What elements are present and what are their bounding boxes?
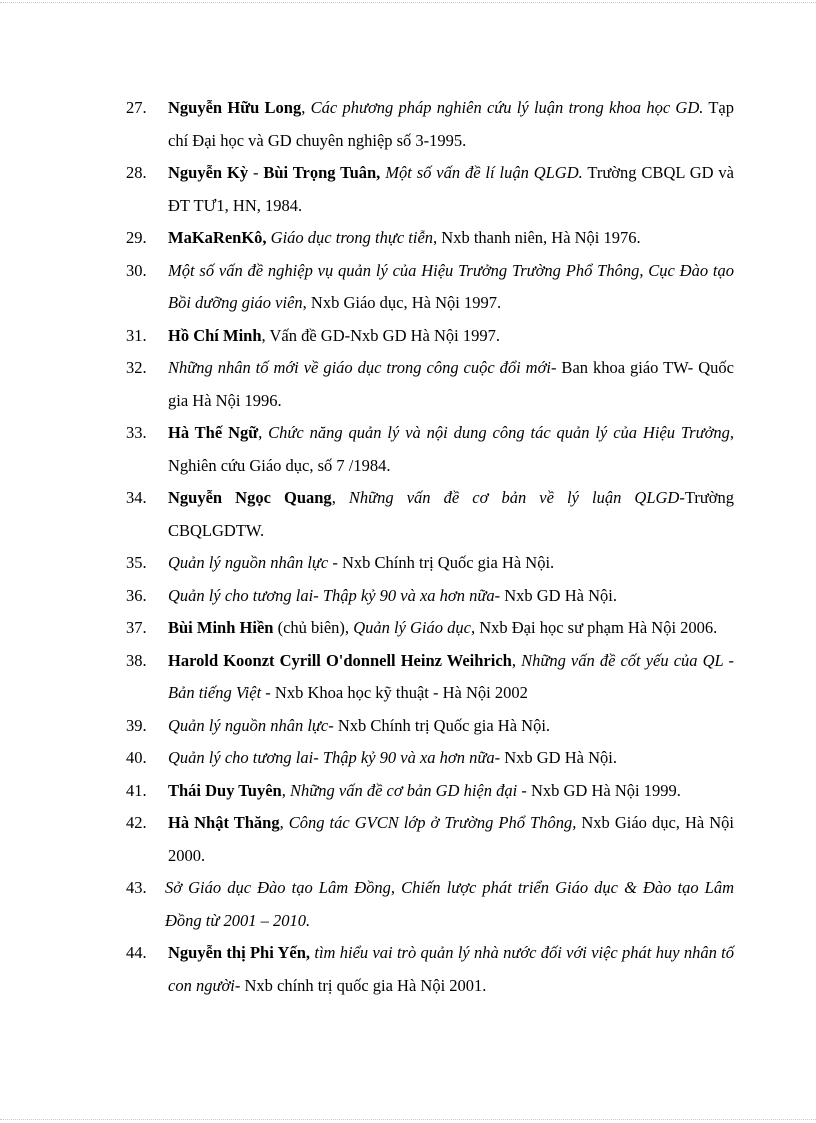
reference-plain-text: , [281,780,290,800]
reference-item [0,482,816,547]
reference-title: Những nhân tố mới về giáo dục trong công cuộc đổi mới [168,358,551,377]
reference-author: Hà Nhật Thăng [168,813,280,832]
reference-title: Sở Giáo dục Đào tạo Lâm Đồng, Chiến lược phát triển Giáo dục & Đào tạo Lâm Đồng từ 2001 – 2010. [165,878,734,930]
reference-number: 36. [126,585,147,605]
reference-number: 28. [126,163,147,182]
reference-text [168,580,734,613]
reference-item [0,645,816,710]
reference-number: 35. [126,553,147,572]
reference-plain-text: , Vấn đề GD-Nxb GD Hà Nội 1997. [261,325,500,345]
reference-title: Quản lý Giáo dục [353,618,471,637]
reference-plain-text: , Nxb Giáo dục, Hà Nội 1997. [302,293,502,312]
reference-author: Bùi Trọng Tuân, [263,163,381,182]
reference-item [0,352,816,417]
reference-title: Quản lý cho tương lai- Thập kỷ 90 và xa hơn nữa [168,585,495,605]
reference-plain-text: Trường CBQL GD và ĐT TƯ1, HN, 1984. [168,163,735,215]
reference-item [0,222,816,255]
reference-item [0,320,816,353]
reference-author: Nguyễn Kỳ [168,163,249,182]
reference-item [0,417,816,482]
reference-title: Quản lý nguồn nhân lực [168,715,329,735]
reference-author: MaKaRenKô, [168,228,267,247]
reference-plain-text: (chủ biên), [273,618,354,637]
reference-plain-text: -Trường CBQLGDTW. [168,488,735,540]
reference-item [0,255,816,320]
reference-plain-text: , [258,423,269,442]
reference-plain-text: , [511,650,522,670]
reference-number: 31. [126,325,147,345]
reference-item [0,157,816,222]
reference-plain-text: - Ban khoa giáo TW- Quốc gia Hà Nội 1996. [168,358,735,410]
reference-title: tìm hiểu vai trò quản lý nhà nước đối với việc phát huy nhân tố con người- [168,943,734,995]
reference-text [168,547,734,580]
reference-title: Một số vấn đề lí luận QLGD. [385,163,583,182]
reference-item [0,612,816,645]
reference-number: 43. [126,878,147,897]
reference-number: 29. [126,228,147,247]
reference-text [168,937,734,1002]
reference-number: 40. [126,748,147,767]
reference-author: Harold Koonzt Cyrill O'donnell Heinz Weihrich [168,650,512,670]
reference-item [0,937,816,1002]
reference-item [0,775,816,808]
reference-plain-text: , Nxb thanh niên, Hà Nội 1976. [433,228,641,247]
reference-author: Thái Duy Tuyên [168,780,282,800]
reference-number: 27. [126,98,147,117]
reference-plain-text: Nxb chính trị quốc gia Hà Nội 2001. [240,975,487,995]
reference-number: 37. [126,618,147,637]
reference-title: Một số vấn đề nghiệp vụ quản lý của Hiệu Trưởng Trường Phổ Thông, Cục Đào tạo Bồi dưỡng giáo viên [168,260,734,312]
reference-item [0,742,816,775]
reference-text [168,417,734,482]
reference-plain-text: - Nxb GD Hà Nội 1999. [517,780,681,800]
reference-title: Những vấn đề cơ bản về lý luận QLGD [348,488,680,507]
reference-text [168,255,734,320]
reference-text [168,157,734,222]
reference-item [0,547,816,580]
reference-plain-text: , Nxb Đại học sư phạm Hà Nội 2006. [470,618,718,637]
reference-number: 34. [126,488,147,507]
reference-number: 32. [126,358,147,377]
page-bottom-border [0,1119,816,1120]
reference-plain-text: - Nxb Chính trị Quốc gia Hà Nội. [328,553,555,572]
reference-author: Nguyễn Ngọc Quang [168,488,332,507]
reference-author: Hồ Chí Minh [168,325,262,345]
reference-plain-text: , Nghiên cứu Giáo dục, số 7 /1984. [168,423,735,475]
reference-title: Quản lý cho tương lai- Thập kỷ 90 và xa hơn nữa [168,748,495,767]
reference-text [168,710,734,743]
reference-plain-text: - Nxb GD Hà Nội. [494,748,617,767]
reference-number: 42. [126,813,147,832]
reference-number: 38. [126,650,147,670]
reference-text [168,645,734,710]
reference-title: Những vấn đề cơ bản GD hiện đại [289,780,518,800]
reference-title: Các phương pháp nghiên cứu lý luận trong khoa học GD. [310,98,704,117]
reference-author: Nguyễn thị Phi Yến, [168,943,311,962]
reference-number: 39. [126,715,147,735]
reference-text [168,807,734,872]
reference-title: Chức năng quản lý và nội dung công tác quản lý của Hiệu Trưởng [268,423,730,442]
reference-text [168,222,734,255]
reference-item [0,807,816,872]
reference-plain-text: , [331,488,349,507]
reference-text [168,92,734,157]
reference-text [168,742,734,775]
page-top-border [0,2,816,3]
reference-author: Hà Thế Ngữ [168,423,259,442]
reference-plain-text: - Nxb GD Hà Nội. [494,585,617,605]
reference-plain-text: - [248,163,264,182]
reference-plain-text: - Nxb Chính trị Quốc gia Hà Nội. [328,715,551,735]
reference-plain-text: , [301,98,311,117]
reference-plain-text: , [279,813,289,832]
reference-title: Giáo dục trong thực tiễn [270,228,434,247]
reference-text [168,320,734,353]
reference-item [0,710,816,743]
reference-plain-text: - Nxb Khoa học kỹ thuật - Hà Nội 2002 [261,683,528,702]
reference-text [168,482,734,547]
reference-list [0,92,816,1002]
reference-item [0,92,816,157]
reference-title: Quản lý nguồn nhân lực [168,553,329,572]
reference-author: Nguyễn Hữu Long [168,98,302,117]
reference-title: Những vấn đề cốt yếu của QL - Bản tiếng Việt [168,650,734,702]
reference-plain-text: Nxb Giáo dục, Hà Nội 2000. [168,813,734,865]
reference-item [0,580,816,613]
reference-number: 33. [126,423,147,442]
reference-plain-text: Tạp chí Đại học và GD chuyên nghiệp số 3-1995. [168,98,734,150]
reference-author: Bùi Minh Hiền [168,618,274,637]
reference-number: 30. [126,260,147,280]
reference-item [0,872,816,937]
reference-text [165,872,734,937]
reference-number: 41. [126,780,147,800]
reference-text [168,352,734,417]
reference-text [168,612,734,645]
reference-number: 44. [126,943,147,962]
reference-text [168,775,734,808]
reference-title: Công tác GVCN lớp ở Trường Phổ Thông, [288,813,577,832]
